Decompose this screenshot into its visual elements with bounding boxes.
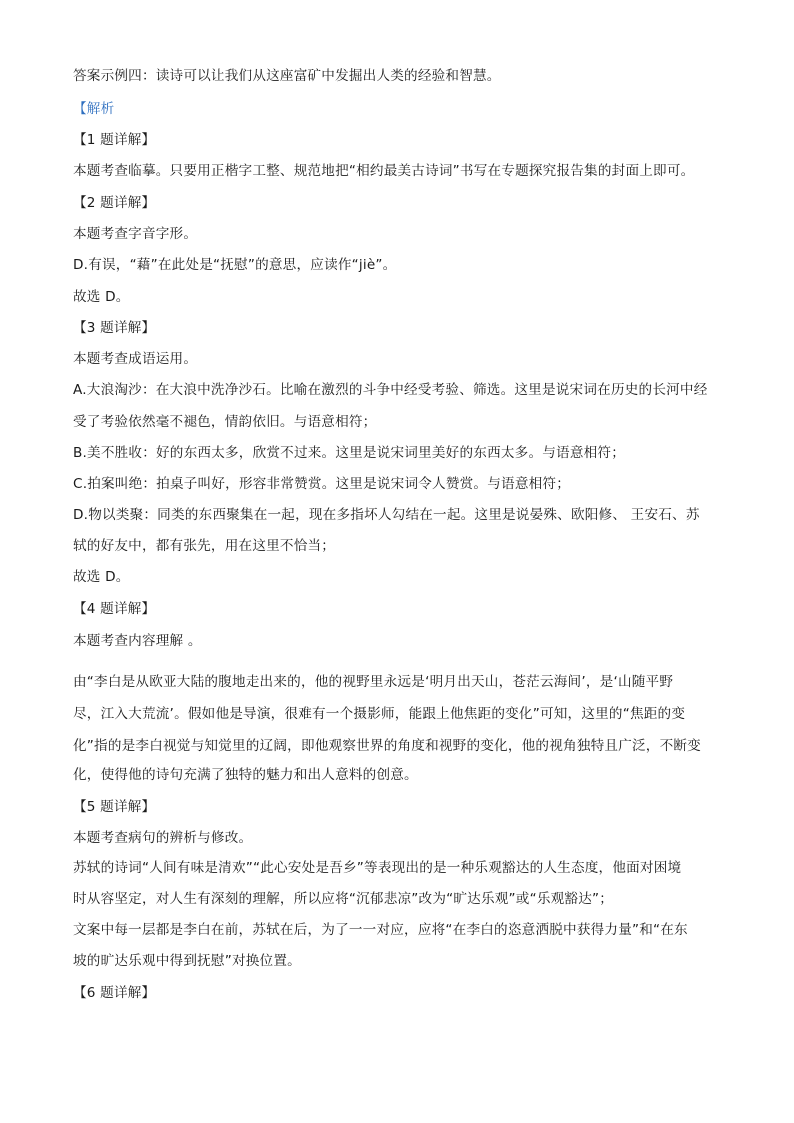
q3-heading: 【3 题详解】 — [73, 320, 156, 336]
q3-line: B.美不胜收：好的东西太多，欣赏不过来。这里是说宋词里美好的东西太多。与语意相符； — [73, 445, 625, 461]
q4-line: 化，使得他的诗句充满了独特的魅力和出人意料的创意。 — [73, 767, 418, 783]
answer-example-4: 答案示例四：读诗可以让我们从这座富矿中发掘出人类的经验和智慧。 — [73, 68, 501, 84]
q3-line: 受了考验依然毫不褪色，情韵依旧。与语意相符； — [73, 414, 377, 430]
q5-line: 坡的旷达乐观中得到抚慰”对换位置。 — [73, 953, 301, 969]
q3-line: C.拍案叫绝：拍桌子叫好，形容非常赞赏。这里是说宋词令人赞赏。与语意相符； — [73, 476, 570, 492]
q2-line: 故选 D。 — [73, 289, 130, 305]
q3-line: A.大浪淘沙：在大浪中洗净沙石。比喻在激烈的斗争中经受考验、筛选。这里是说宋词在历史的长河中经 — [73, 382, 708, 398]
q3-line: 轼的好友中，都有张先，用在这里不恰当； — [73, 538, 336, 554]
q3-line: 故选 D。 — [73, 569, 130, 585]
q4-line: 尽，江入大荒流’。假如他是导演，很难有一个摄影师，能跟上他焦距的变化”可知，这里的“焦距的变 — [73, 706, 686, 722]
q2-heading: 【2 题详解】 — [73, 195, 156, 211]
q6-heading: 【6 题详解】 — [73, 985, 156, 1001]
q3-line: 本题考查成语运用。 — [73, 351, 198, 367]
q4-line: 本题考查内容理解 。 — [73, 633, 202, 649]
q3-line: D.物以类聚：同类的东西聚集在一起，现在多指坏人勾结在一起。这里是说晏殊、欧阳修、 王安石、苏 — [73, 507, 700, 523]
q5-line: 苏轼的诗词“人间有味是清欢”“此心安处是吾乡”等表现出的是一种乐观豁达的人生态度，他面对困境 — [73, 860, 682, 876]
analysis-label: 【解析 — [73, 101, 115, 117]
q2-line: 本题考查字音字形。 — [73, 226, 198, 242]
q5-heading: 【5 题详解】 — [73, 799, 156, 815]
q4-line: 由“李白是从欧亚大陆的腹地走出来的，他的视野里永远是‘明月出天山，苍茫云海间’，是‘山随平野 — [73, 674, 674, 690]
q4-heading: 【4 题详解】 — [73, 601, 156, 617]
q1-heading: 【1 题详解】 — [73, 132, 156, 148]
q5-line: 时从容坚定，对人生有深刻的理解，所以应将“沉郁悲凉”改为“旷达乐观”或“乐观豁达”； — [73, 891, 614, 907]
q5-line: 本题考查病句的辨析与修改。 — [73, 830, 253, 846]
q4-line: 化”指的是李白视觉与知觉里的辽阔，即他观察世界的角度和视野的变化，他的视角独特且广泛，不断变 — [73, 738, 701, 754]
q2-line: D.有误，“藉”在此处是“抚慰”的意思，应读作“jiè”。 — [73, 257, 397, 273]
q1-line: 本题考查临摹。只要用正楷字工整、规范地把“相约最美古诗词”书写在专题探究报告集的封面上即可。 — [73, 163, 695, 179]
q5-line: 文案中每一层都是李白在前，苏轼在后，为了一一对应，应将“在李白的恣意洒脱中获得力量”和“在东 — [73, 922, 688, 938]
